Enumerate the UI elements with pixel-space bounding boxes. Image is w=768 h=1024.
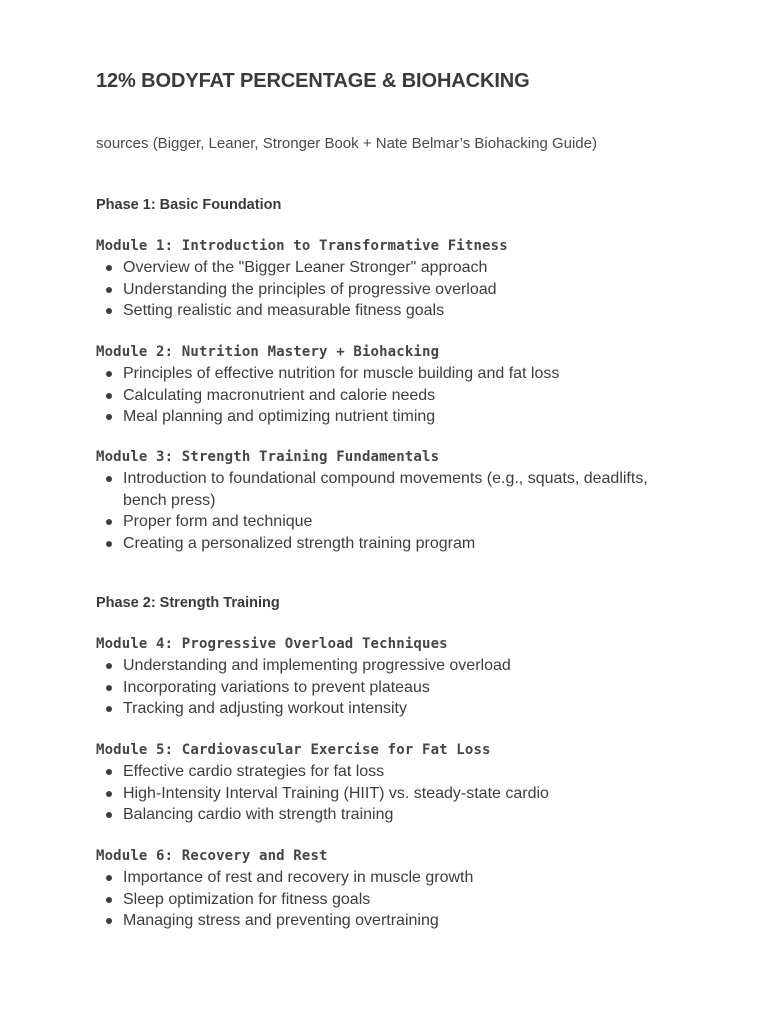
module-6-list — [96, 867, 656, 932]
bullet-icon — [106, 476, 112, 482]
list-item-text: Understanding the principles of progressive overload — [123, 280, 497, 298]
list-item — [96, 655, 656, 677]
list-item-text: Creating a personalized strength training program — [123, 534, 476, 552]
bullet-icon — [106, 308, 112, 314]
bullet-icon — [106, 685, 112, 691]
bullet-icon — [106, 663, 112, 669]
bullet-icon — [106, 265, 112, 271]
module-4-title: Module 4: Progressive Overload Techniques — [96, 636, 448, 652]
bullet-icon — [106, 393, 112, 399]
module-1-title: Module 1: Introduction to Transformative Fitness — [96, 238, 508, 254]
module-1-list — [96, 257, 656, 322]
module-3 — [96, 446, 656, 554]
bullet-icon — [106, 769, 112, 775]
list-item — [96, 300, 656, 322]
list-item — [96, 385, 656, 407]
list-item-text: Overview of the "Bigger Leaner Stronger" approach — [123, 259, 488, 276]
list-item-text: Meal planning and optimizing nutrient timing — [123, 408, 436, 426]
list-item-text: Understanding and implementing progressive overload — [123, 657, 511, 674]
list-item-text: Incorporating variations to prevent plateaus — [123, 678, 430, 696]
list-item — [96, 677, 656, 699]
list-item-text: Setting realistic and measurable fitness goals — [123, 302, 445, 320]
bullet-icon — [106, 519, 112, 525]
list-item — [96, 468, 656, 511]
list-item — [96, 698, 656, 720]
sources-line: sources (Bigger, Leaner, Stronger Book + Nate Belmar’s Biohacking Guide) — [96, 135, 597, 152]
module-2-title: Module 2: Nutrition Mastery + Biohacking — [96, 344, 440, 360]
bullet-icon — [106, 371, 112, 377]
list-item — [96, 406, 656, 428]
document-title: 12% BODYFAT PERCENTAGE & BIOHACKING — [96, 70, 530, 92]
module-6 — [96, 845, 656, 932]
list-item-text: Tracking and adjusting workout intensity — [123, 700, 407, 718]
list-item-text: Proper form and technique — [123, 513, 313, 531]
module-4 — [96, 633, 656, 720]
list-item-text: Managing stress and preventing overtraining — [123, 912, 439, 930]
list-item — [96, 257, 656, 279]
list-item — [96, 511, 656, 533]
list-item — [96, 761, 656, 783]
bullet-icon — [106, 875, 112, 881]
list-item — [96, 889, 656, 911]
list-item-text: High-Intensity Interval Training (HIIT) vs. steady-state cardio — [123, 784, 549, 802]
list-item-text: Sleep optimization for fitness goals — [123, 890, 371, 908]
list-item — [96, 363, 656, 385]
list-item-text: Importance of rest and recovery in muscle growth — [123, 869, 474, 886]
list-item — [96, 279, 656, 301]
list-item — [96, 804, 656, 826]
module-6-title: Module 6: Recovery and Rest — [96, 848, 328, 864]
bullet-icon — [106, 918, 112, 924]
bullet-icon — [106, 812, 112, 818]
list-item — [96, 867, 656, 889]
module-5 — [96, 739, 656, 826]
bullet-icon — [106, 541, 112, 547]
module-3-title: Module 3: Strength Training Fundamentals — [96, 449, 440, 465]
list-item-text: Principles of effective nutrition for muscle building and fat loss — [123, 365, 560, 382]
module-3-list — [96, 468, 656, 554]
bullet-icon — [106, 897, 112, 903]
module-4-list — [96, 655, 656, 720]
list-item — [96, 910, 656, 932]
module-2 — [96, 341, 656, 428]
list-item — [96, 533, 656, 555]
list-item-text: Calculating macronutrient and calorie needs — [123, 386, 436, 404]
bullet-icon — [106, 706, 112, 712]
list-item-text: Introduction to foundational compound movements (e.g., squats, deadlifts, bench press) — [123, 470, 648, 509]
bullet-icon — [106, 287, 112, 293]
phase-2-title: Phase 2: Strength Training — [96, 595, 280, 611]
list-item — [96, 783, 656, 805]
module-5-title: Module 5: Cardiovascular Exercise for Fat Loss — [96, 742, 491, 758]
module-5-list — [96, 761, 656, 826]
bullet-icon — [106, 414, 112, 420]
module-2-list — [96, 363, 656, 428]
list-item-text: Effective cardio strategies for fat loss — [123, 763, 385, 780]
list-item-text: Balancing cardio with strength training — [123, 806, 394, 824]
module-1 — [96, 235, 656, 322]
phase-1-title: Phase 1: Basic Foundation — [96, 197, 282, 213]
bullet-icon — [106, 791, 112, 797]
